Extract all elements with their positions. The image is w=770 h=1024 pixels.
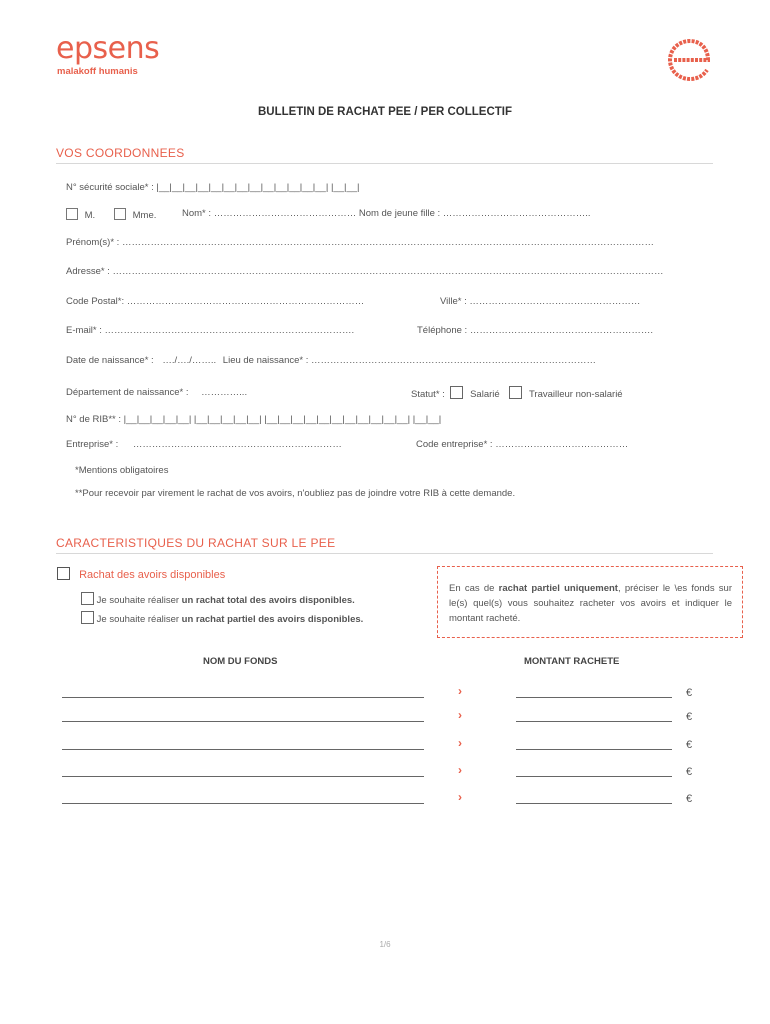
civ-m-label: M. — [84, 210, 96, 221]
brand-logo: epsens — [56, 31, 160, 66]
euro-symbol: € — [686, 766, 693, 778]
secu-label: N° sécurité sociale* : — [66, 182, 154, 193]
email-label: E-mail* : — [66, 325, 102, 336]
statut-tns-label: Travailleur non-salarié — [528, 389, 623, 400]
rachat-total-checkbox[interactable] — [81, 592, 94, 605]
info-text-bold: rachat partiel uniquement — [498, 583, 618, 594]
rib-label: N° de RIB** : — [66, 414, 122, 425]
section-heading-coordonnees: VOS COORDONNEES — [56, 146, 185, 160]
amount-input[interactable] — [516, 721, 672, 722]
adresse-label: Adresse* : — [66, 266, 110, 277]
tel-label: Téléphone : — [417, 325, 468, 336]
civ-mme-label: Mme. — [132, 210, 157, 221]
naissance-label: Date de naissance* : — [66, 355, 154, 366]
jeune-fille-input[interactable]: ……………………………………….. — [442, 208, 591, 219]
dept-input[interactable]: …………... — [201, 387, 248, 398]
euro-symbol: € — [686, 793, 693, 805]
brand-subtitle: malakoff humanis — [57, 66, 138, 77]
amount-input[interactable] — [516, 697, 672, 698]
statut-tns-checkbox[interactable] — [509, 386, 522, 399]
partial-info-box — [437, 566, 743, 638]
civ-mme-checkbox[interactable] — [114, 208, 126, 220]
rachat-label: Rachat des avoirs disponibles — [79, 569, 226, 581]
statut-salarie-label: Salarié — [470, 389, 500, 400]
rachat-partiel-bold: un rachat partiel des avoirs disponibles. — [181, 614, 364, 625]
nom-label: Nom* : — [182, 208, 212, 219]
lieu-input[interactable]: ……………………………………………………………………………… — [311, 355, 596, 366]
entreprise-input[interactable]: ………………………………………………………… — [132, 439, 342, 450]
info-text-pre: En cas de — [449, 583, 499, 594]
rachat-row — [57, 567, 225, 581]
amount-input[interactable] — [516, 776, 672, 777]
adresse-input[interactable]: ………………………………………………………………………………………………………………………………………………………… — [112, 266, 664, 277]
col-header-fonds: NOM DU FONDS — [203, 656, 278, 667]
note-rib: **Pour recevoir par virement le rachat de vos avoirs, n'oubliez pas de joindre votre RIB à cette demande. — [75, 488, 516, 499]
cp-label: Code Postal*: — [66, 296, 125, 307]
nom-input[interactable]: ……………………………………… — [213, 208, 357, 219]
rachat-total-text: Je souhaite réaliser — [96, 595, 182, 606]
tel-input[interactable]: …………………………………………………. — [469, 325, 653, 336]
statut-salarie-checkbox[interactable] — [450, 386, 463, 399]
ville-label: Ville* : — [440, 296, 467, 307]
col-header-montant: MONTANT RACHETE — [524, 656, 620, 667]
fund-name-input[interactable] — [62, 803, 424, 804]
rachat-partiel-checkbox[interactable] — [81, 611, 94, 624]
civ-m-checkbox[interactable] — [66, 208, 78, 220]
email-input[interactable]: ……………………………………………………………………. — [104, 325, 355, 336]
fund-name-input[interactable] — [62, 776, 424, 777]
euro-symbol: € — [686, 687, 693, 699]
rachat-total-bold: un rachat total des avoirs disponibles. — [181, 595, 355, 606]
cp-input[interactable]: ………………………………………………………………… — [126, 296, 365, 307]
section-divider — [56, 553, 713, 554]
page-number: 1/6 — [379, 940, 391, 949]
amount-input[interactable] — [516, 749, 672, 750]
chevron-right-icon: › — [458, 790, 462, 804]
dept-label: Département de naissance* : — [66, 387, 189, 398]
chevron-right-icon: › — [458, 763, 462, 777]
chevron-right-icon: › — [458, 684, 462, 698]
fund-name-input[interactable] — [62, 749, 424, 750]
code-entreprise-input[interactable]: …………………………………… — [495, 439, 629, 450]
entreprise-label: Entreprise* : — [66, 439, 119, 450]
document-title: BULLETIN DE RACHAT PEE / PER COLLECTIF — [257, 106, 513, 118]
naissance-input[interactable]: …./…./…….. — [162, 355, 217, 366]
euro-symbol: € — [686, 739, 693, 751]
secu-row — [66, 182, 360, 193]
rachat-partiel-text: Je souhaite réaliser — [96, 614, 182, 625]
section-heading-rachat: CARACTERISTIQUES DU RACHAT SUR LE PEE — [56, 536, 336, 550]
prenom-input[interactable]: …………………………………………………………………………………………………………………………………………………… — [121, 237, 654, 248]
jeune-fille-label: Nom de jeune fille : — [358, 208, 441, 219]
civilite-row — [66, 208, 95, 221]
lieu-label: Lieu de naissance* : — [222, 355, 309, 366]
euro-symbol: € — [686, 711, 693, 723]
statut-label: Statut* : — [411, 389, 445, 400]
chevron-right-icon: › — [458, 708, 462, 722]
fund-name-input[interactable] — [62, 697, 424, 698]
code-entreprise-label: Code entreprise* : — [416, 439, 493, 450]
rib-input[interactable]: |__|__|__|__|__| |__|__|__|__|__| |__|__|__|__|__|__|__|__|__|__|__| |__|__| — [123, 414, 442, 425]
chevron-right-icon: › — [458, 736, 462, 750]
ville-input[interactable]: ……………………………………………… — [469, 296, 641, 307]
secu-input[interactable]: |__|__|__|__|__|__|__|__|__|__|__|__|__| |__|__| — [156, 182, 360, 193]
info-text-post: , préciser le \es fonds sur le(s) quel(s) vous souhaitez racheter vos avoirs et indiquer le montant racheté. — [449, 583, 732, 624]
prenom-label: Prénom(s)* : — [66, 237, 120, 248]
section-divider — [56, 163, 713, 164]
fund-name-input[interactable] — [62, 721, 424, 722]
rachat-checkbox[interactable] — [57, 567, 70, 580]
note-mentions: *Mentions obligatoires — [75, 465, 169, 476]
epsens-e-mark-icon — [664, 36, 716, 84]
amount-input[interactable] — [516, 803, 672, 804]
